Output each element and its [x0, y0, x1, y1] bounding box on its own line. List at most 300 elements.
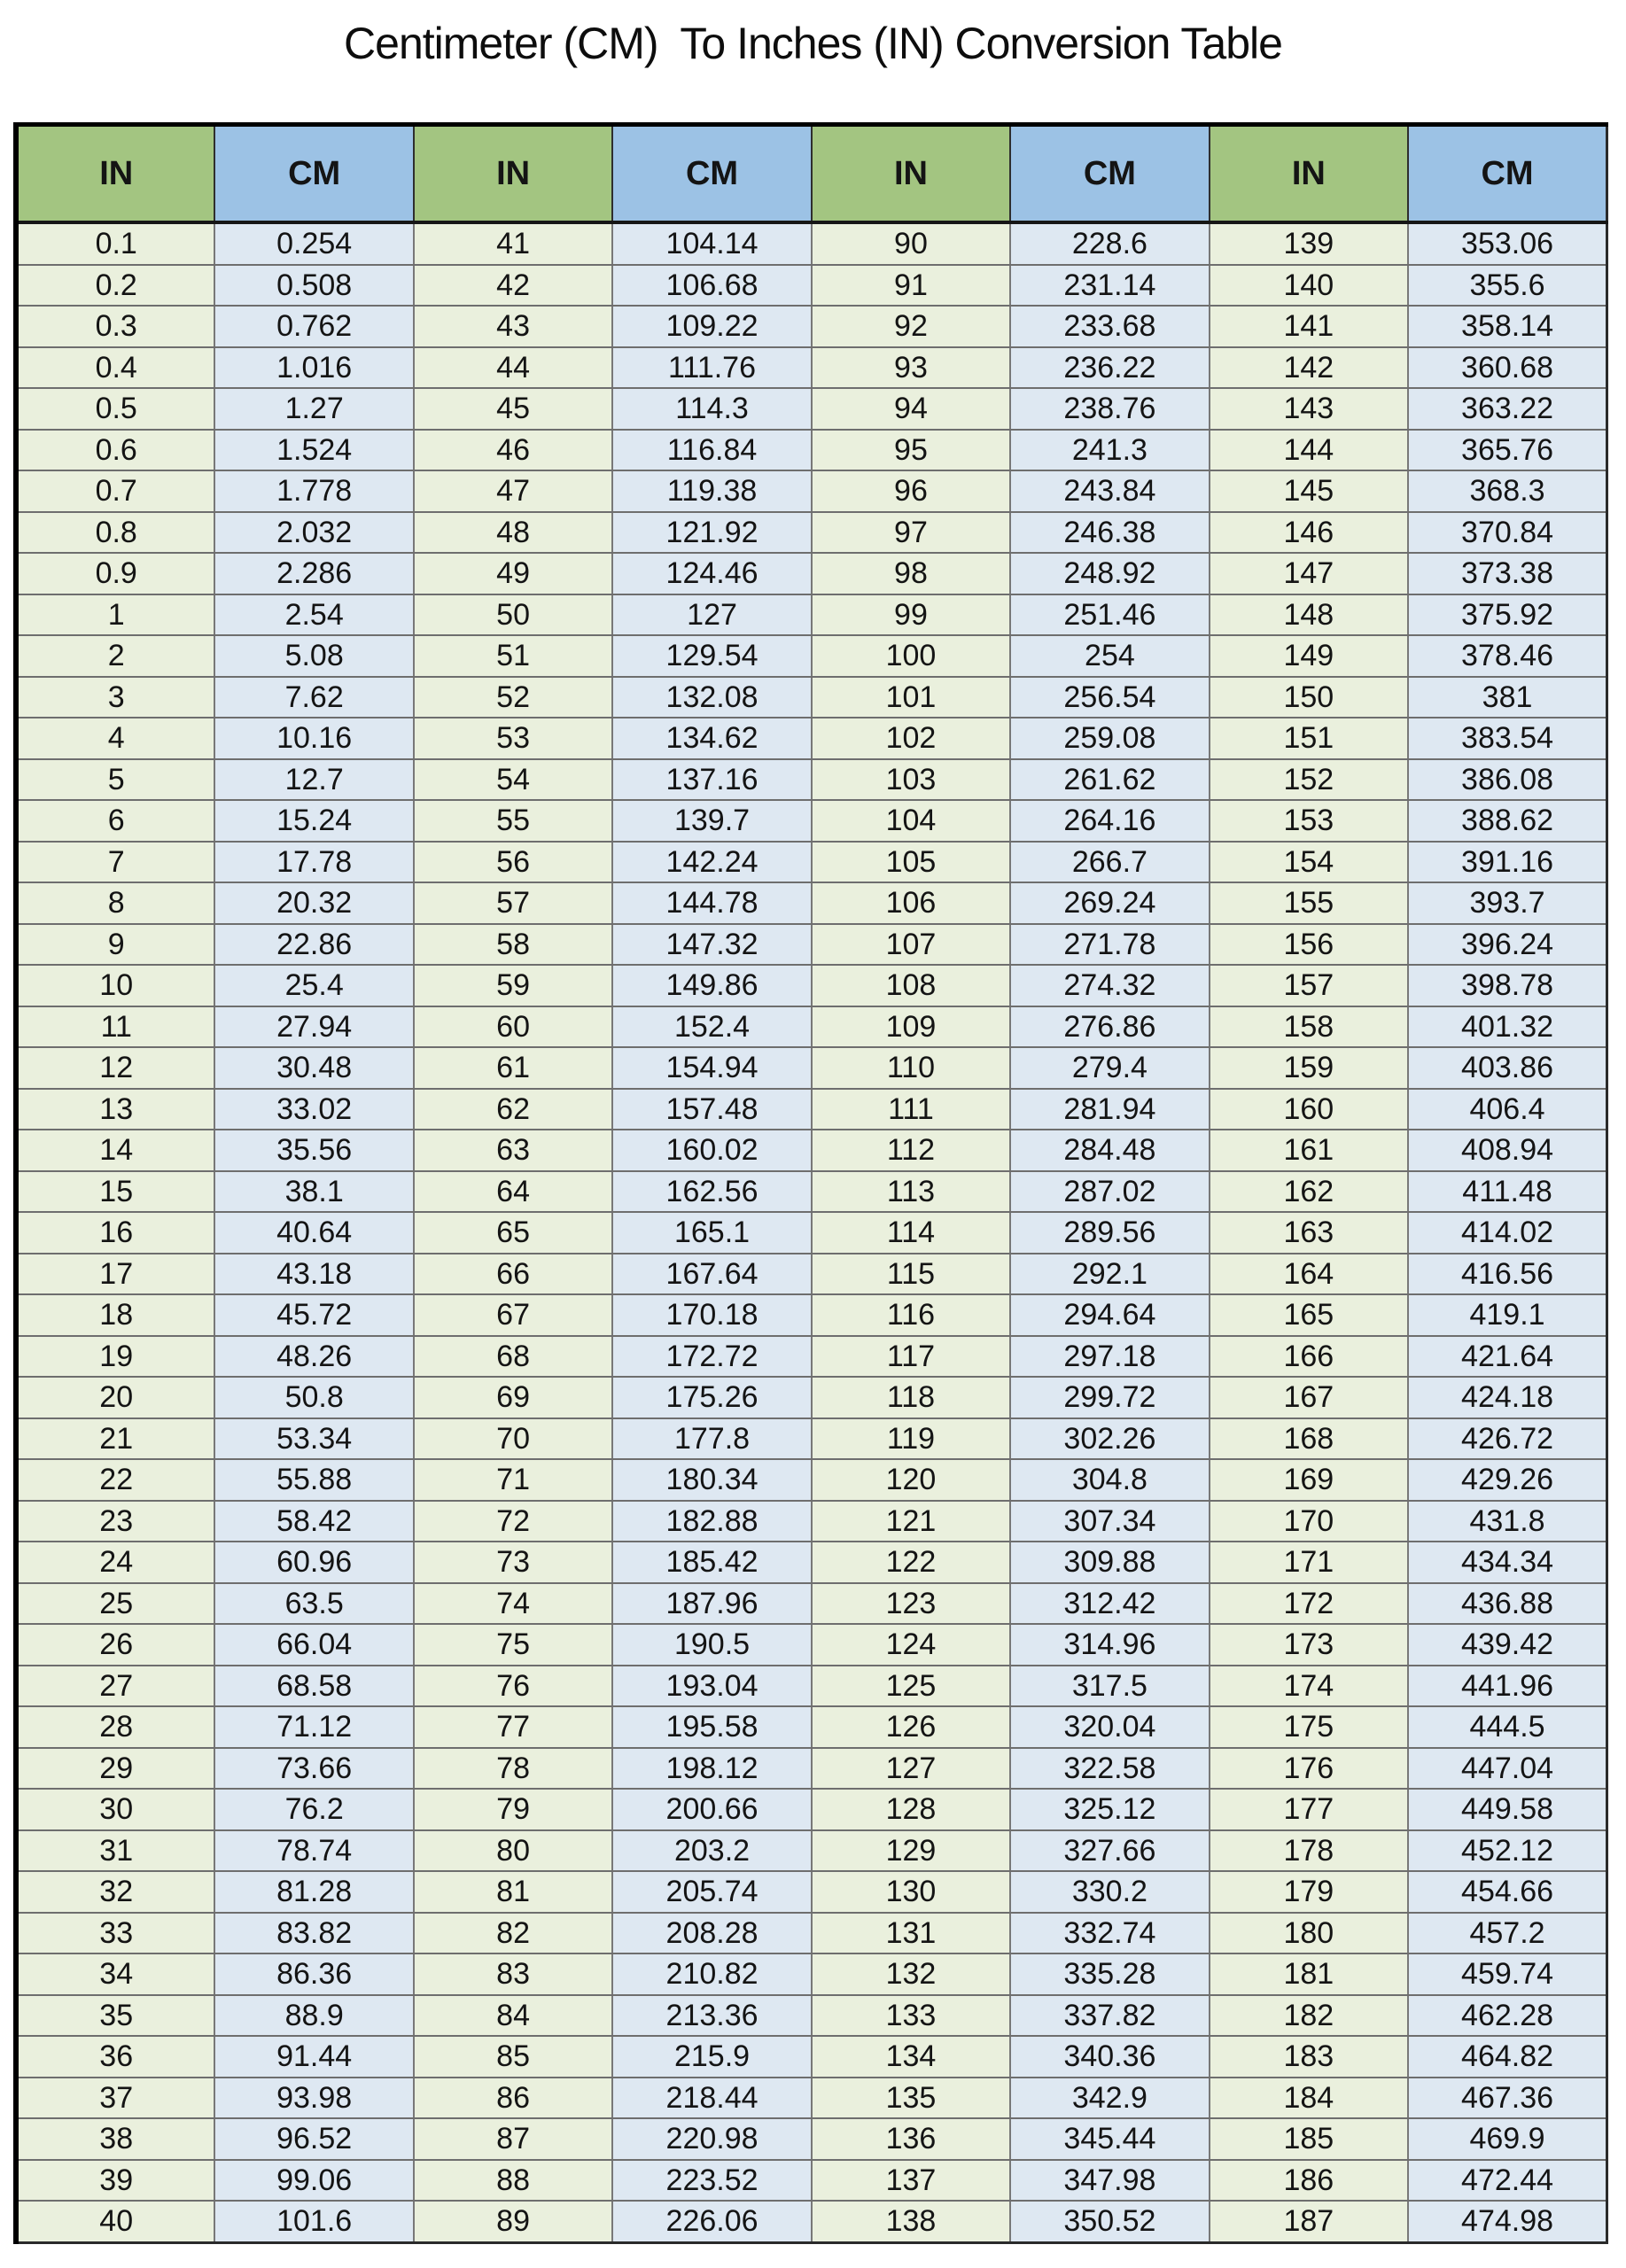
cm-value-cell: 434.34 — [1408, 1542, 1607, 1583]
cm-value-cell: 403.86 — [1408, 1047, 1607, 1089]
in-value-cell: 81 — [414, 1871, 612, 1913]
cm-value-cell: 312.42 — [1010, 1583, 1209, 1625]
in-value-cell: 73 — [414, 1542, 612, 1583]
column-header-in: IN — [16, 125, 214, 223]
in-value-cell: 61 — [414, 1047, 612, 1089]
in-value-cell: 153 — [1210, 800, 1408, 842]
cm-value-cell: 314.96 — [1010, 1624, 1209, 1666]
in-value-cell: 185 — [1210, 2118, 1408, 2160]
cm-value-cell: 127 — [612, 594, 811, 636]
table-row — [16, 1666, 1607, 1707]
table-row — [16, 470, 1607, 512]
in-value-cell: 109 — [812, 1006, 1010, 1048]
in-value-cell: 44 — [414, 347, 612, 389]
in-value-cell: 22 — [16, 1459, 214, 1501]
in-value-cell: 75 — [414, 1624, 612, 1666]
in-value-cell: 152 — [1210, 759, 1408, 801]
in-value-cell: 59 — [414, 965, 612, 1006]
in-value-cell: 149 — [1210, 635, 1408, 677]
in-value-cell: 125 — [812, 1666, 1010, 1707]
in-value-cell: 171 — [1210, 1542, 1408, 1583]
cm-value-cell: 368.3 — [1408, 470, 1607, 512]
in-value-cell: 116 — [812, 1294, 1010, 1336]
cm-value-cell: 469.9 — [1408, 2118, 1607, 2160]
cm-value-cell: 114.3 — [612, 388, 811, 430]
cm-value-cell: 124.46 — [612, 553, 811, 594]
cm-value-cell: 63.5 — [214, 1583, 413, 1625]
cm-value-cell: 187.96 — [612, 1583, 811, 1625]
in-value-cell: 51 — [414, 635, 612, 677]
in-value-cell: 182 — [1210, 1995, 1408, 2037]
in-value-cell: 11 — [16, 1006, 214, 1048]
in-value-cell: 130 — [812, 1871, 1010, 1913]
cm-value-cell: 121.92 — [612, 512, 811, 554]
in-value-cell: 154 — [1210, 842, 1408, 883]
in-value-cell: 23 — [16, 1501, 214, 1542]
table-row — [16, 1583, 1607, 1625]
cm-value-cell: 177.8 — [612, 1418, 811, 1460]
in-value-cell: 2 — [16, 635, 214, 677]
in-value-cell: 135 — [812, 2078, 1010, 2119]
cm-value-cell: 101.6 — [214, 2201, 413, 2242]
table-row — [16, 635, 1607, 677]
in-value-cell: 26 — [16, 1624, 214, 1666]
cm-value-cell: 154.94 — [612, 1047, 811, 1089]
cm-value-cell: 292.1 — [1010, 1254, 1209, 1295]
cm-value-cell: 281.94 — [1010, 1089, 1209, 1130]
cm-value-cell: 360.68 — [1408, 347, 1607, 389]
in-value-cell: 74 — [414, 1583, 612, 1625]
in-value-cell: 84 — [414, 1995, 612, 2037]
cm-value-cell: 134.62 — [612, 718, 811, 759]
table-row — [16, 965, 1607, 1006]
cm-value-cell: 182.88 — [612, 1501, 811, 1542]
in-value-cell: 18 — [16, 1294, 214, 1336]
in-value-cell: 161 — [1210, 1130, 1408, 1171]
in-value-cell: 67 — [414, 1294, 612, 1336]
in-value-cell: 114 — [812, 1212, 1010, 1254]
in-value-cell: 0.6 — [16, 430, 214, 471]
cm-value-cell: 342.9 — [1010, 2078, 1209, 2119]
in-value-cell: 141 — [1210, 306, 1408, 347]
in-value-cell: 155 — [1210, 882, 1408, 924]
in-value-cell: 69 — [414, 1377, 612, 1418]
cm-value-cell: 38.1 — [214, 1171, 413, 1213]
in-value-cell: 57 — [414, 882, 612, 924]
cm-value-cell: 320.04 — [1010, 1706, 1209, 1748]
cm-value-cell: 55.88 — [214, 1459, 413, 1501]
cm-value-cell: 88.9 — [214, 1995, 413, 2037]
in-value-cell: 145 — [1210, 470, 1408, 512]
cm-value-cell: 99.06 — [214, 2160, 413, 2202]
column-header-cm: CM — [612, 125, 811, 223]
cm-value-cell: 467.36 — [1408, 2078, 1607, 2119]
in-value-cell: 41 — [414, 222, 612, 265]
cm-value-cell: 274.32 — [1010, 965, 1209, 1006]
cm-value-cell: 162.56 — [612, 1171, 811, 1213]
in-value-cell: 54 — [414, 759, 612, 801]
cm-value-cell: 2.54 — [214, 594, 413, 636]
in-value-cell: 53 — [414, 718, 612, 759]
cm-value-cell: 167.64 — [612, 1254, 811, 1295]
cm-value-cell: 322.58 — [1010, 1748, 1209, 1790]
in-value-cell: 133 — [812, 1995, 1010, 2037]
in-value-cell: 119 — [812, 1418, 1010, 1460]
cm-value-cell: 353.06 — [1408, 222, 1607, 265]
cm-value-cell: 20.32 — [214, 882, 413, 924]
table-row — [16, 1418, 1607, 1460]
table-row — [16, 594, 1607, 636]
table-row — [16, 1377, 1607, 1418]
cm-value-cell: 205.74 — [612, 1871, 811, 1913]
cm-value-cell: 383.54 — [1408, 718, 1607, 759]
cm-value-cell: 472.44 — [1408, 2160, 1607, 2202]
cm-value-cell: 426.72 — [1408, 1418, 1607, 1460]
cm-value-cell: 441.96 — [1408, 1666, 1607, 1707]
cm-value-cell: 271.78 — [1010, 924, 1209, 966]
cm-value-cell: 78.74 — [214, 1830, 413, 1872]
in-value-cell: 6 — [16, 800, 214, 842]
in-value-cell: 25 — [16, 1583, 214, 1625]
table-header — [16, 125, 1607, 223]
in-value-cell: 62 — [414, 1089, 612, 1130]
cm-value-cell: 325.12 — [1010, 1789, 1209, 1830]
cm-value-cell: 335.28 — [1010, 1953, 1209, 1995]
in-value-cell: 176 — [1210, 1748, 1408, 1790]
cm-value-cell: 297.18 — [1010, 1336, 1209, 1378]
in-value-cell: 120 — [812, 1459, 1010, 1501]
cm-value-cell: 386.08 — [1408, 759, 1607, 801]
in-value-cell: 101 — [812, 677, 1010, 718]
in-value-cell: 136 — [812, 2118, 1010, 2160]
in-value-cell: 139 — [1210, 222, 1408, 265]
in-value-cell: 9 — [16, 924, 214, 966]
cm-value-cell: 454.66 — [1408, 1871, 1607, 1913]
cm-value-cell: 248.92 — [1010, 553, 1209, 594]
in-value-cell: 72 — [414, 1501, 612, 1542]
in-value-cell: 140 — [1210, 265, 1408, 307]
in-value-cell: 159 — [1210, 1047, 1408, 1089]
cm-value-cell: 373.38 — [1408, 553, 1607, 594]
cm-value-cell: 304.8 — [1010, 1459, 1209, 1501]
in-value-cell: 106 — [812, 882, 1010, 924]
in-value-cell: 129 — [812, 1830, 1010, 1872]
in-value-cell: 118 — [812, 1377, 1010, 1418]
page-title: Centimeter (CM) To Inches (IN) Conversion Table — [344, 19, 1282, 68]
in-value-cell: 79 — [414, 1789, 612, 1830]
in-value-cell: 68 — [414, 1336, 612, 1378]
cm-value-cell: 83.82 — [214, 1913, 413, 1954]
cm-value-cell: 419.1 — [1408, 1294, 1607, 1336]
cm-value-cell: 431.8 — [1408, 1501, 1607, 1542]
table-row — [16, 1953, 1607, 1995]
cm-value-cell: 48.26 — [214, 1336, 413, 1378]
cm-value-cell: 317.5 — [1010, 1666, 1209, 1707]
cm-value-cell: 363.22 — [1408, 388, 1607, 430]
cm-value-cell: 142.24 — [612, 842, 811, 883]
in-value-cell: 107 — [812, 924, 1010, 966]
in-value-cell: 24 — [16, 1542, 214, 1583]
cm-value-cell: 58.42 — [214, 1501, 413, 1542]
cm-value-cell: 375.92 — [1408, 594, 1607, 636]
in-value-cell: 126 — [812, 1706, 1010, 1748]
in-value-cell: 3 — [16, 677, 214, 718]
cm-value-cell: 474.98 — [1408, 2201, 1607, 2242]
cm-value-cell: 1.524 — [214, 430, 413, 471]
in-value-cell: 21 — [16, 1418, 214, 1460]
in-value-cell: 124 — [812, 1624, 1010, 1666]
cm-value-cell: 109.22 — [612, 306, 811, 347]
in-value-cell: 123 — [812, 1583, 1010, 1625]
in-value-cell: 175 — [1210, 1706, 1408, 1748]
cm-value-cell: 358.14 — [1408, 306, 1607, 347]
cm-value-cell: 71.12 — [214, 1706, 413, 1748]
cm-value-cell: 220.98 — [612, 2118, 811, 2160]
in-value-cell: 78 — [414, 1748, 612, 1790]
in-value-cell: 27 — [16, 1666, 214, 1707]
cm-value-cell: 213.36 — [612, 1995, 811, 2037]
in-value-cell: 137 — [812, 2160, 1010, 2202]
cm-value-cell: 180.34 — [612, 1459, 811, 1501]
table-row — [16, 265, 1607, 307]
table-row — [16, 1047, 1607, 1089]
cm-value-cell: 50.8 — [214, 1377, 413, 1418]
table-row — [16, 1748, 1607, 1790]
in-value-cell: 157 — [1210, 965, 1408, 1006]
in-value-cell: 98 — [812, 553, 1010, 594]
in-value-cell: 156 — [1210, 924, 1408, 966]
in-value-cell: 172 — [1210, 1583, 1408, 1625]
cm-value-cell: 266.7 — [1010, 842, 1209, 883]
cm-to-inches-conversion-table — [13, 122, 1608, 2244]
in-value-cell: 35 — [16, 1995, 214, 2037]
table-row — [16, 512, 1607, 554]
cm-value-cell: 350.52 — [1010, 2201, 1209, 2242]
cm-value-cell: 259.08 — [1010, 718, 1209, 759]
table-row — [16, 222, 1607, 265]
cm-value-cell: 294.64 — [1010, 1294, 1209, 1336]
cm-value-cell: 40.64 — [214, 1212, 413, 1254]
cm-value-cell: 401.32 — [1408, 1006, 1607, 1048]
cm-value-cell: 215.9 — [612, 2036, 811, 2078]
cm-value-cell: 33.02 — [214, 1089, 413, 1130]
in-value-cell: 30 — [16, 1789, 214, 1830]
table-row — [16, 1995, 1607, 2037]
in-value-cell: 77 — [414, 1706, 612, 1748]
in-value-cell: 7 — [16, 842, 214, 883]
cm-value-cell: 340.36 — [1010, 2036, 1209, 2078]
table-row — [16, 2160, 1607, 2202]
in-value-cell: 91 — [812, 265, 1010, 307]
in-value-cell: 55 — [414, 800, 612, 842]
in-value-cell: 103 — [812, 759, 1010, 801]
table-row — [16, 1913, 1607, 1954]
in-value-cell: 168 — [1210, 1418, 1408, 1460]
cm-value-cell: 116.84 — [612, 430, 811, 471]
in-value-cell: 38 — [16, 2118, 214, 2160]
table-row — [16, 1254, 1607, 1295]
cm-value-cell: 223.52 — [612, 2160, 811, 2202]
in-value-cell: 0.2 — [16, 265, 214, 307]
in-value-cell: 19 — [16, 1336, 214, 1378]
cm-value-cell: 355.6 — [1408, 265, 1607, 307]
cm-value-cell: 464.82 — [1408, 2036, 1607, 2078]
cm-value-cell: 200.66 — [612, 1789, 811, 1830]
cm-value-cell: 345.44 — [1010, 2118, 1209, 2160]
in-value-cell: 56 — [414, 842, 612, 883]
table-row — [16, 388, 1607, 430]
cm-value-cell: 416.56 — [1408, 1254, 1607, 1295]
in-value-cell: 150 — [1210, 677, 1408, 718]
cm-value-cell: 330.2 — [1010, 1871, 1209, 1913]
header-row — [16, 125, 1607, 223]
in-value-cell: 31 — [16, 1830, 214, 1872]
cm-value-cell: 2.032 — [214, 512, 413, 554]
cm-value-cell: 459.74 — [1408, 1953, 1607, 1995]
cm-value-cell: 226.06 — [612, 2201, 811, 2242]
in-value-cell: 46 — [414, 430, 612, 471]
table-row — [16, 1624, 1607, 1666]
in-value-cell: 45 — [414, 388, 612, 430]
cm-value-cell: 396.24 — [1408, 924, 1607, 966]
cm-value-cell: 309.88 — [1010, 1542, 1209, 1583]
in-value-cell: 167 — [1210, 1377, 1408, 1418]
in-value-cell: 122 — [812, 1542, 1010, 1583]
table-row — [16, 800, 1607, 842]
column-header-cm: CM — [1408, 125, 1607, 223]
cm-value-cell: 228.6 — [1010, 222, 1209, 265]
in-value-cell: 17 — [16, 1254, 214, 1295]
cm-value-cell: 299.72 — [1010, 1377, 1209, 1418]
cm-value-cell: 218.44 — [612, 2078, 811, 2119]
in-value-cell: 52 — [414, 677, 612, 718]
table-row — [16, 882, 1607, 924]
in-value-cell: 13 — [16, 1089, 214, 1130]
cm-value-cell: 160.02 — [612, 1130, 811, 1171]
in-value-cell: 184 — [1210, 2078, 1408, 2119]
in-value-cell: 178 — [1210, 1830, 1408, 1872]
in-value-cell: 163 — [1210, 1212, 1408, 1254]
cm-value-cell: 203.2 — [612, 1830, 811, 1872]
in-value-cell: 99 — [812, 594, 1010, 636]
in-value-cell: 66 — [414, 1254, 612, 1295]
cm-value-cell: 91.44 — [214, 2036, 413, 2078]
in-value-cell: 71 — [414, 1459, 612, 1501]
in-value-cell: 131 — [812, 1913, 1010, 1954]
cm-value-cell: 147.32 — [612, 924, 811, 966]
cm-value-cell: 256.54 — [1010, 677, 1209, 718]
cm-value-cell: 398.78 — [1408, 965, 1607, 1006]
cm-value-cell: 157.48 — [612, 1089, 811, 1130]
cm-value-cell: 149.86 — [612, 965, 811, 1006]
in-value-cell: 32 — [16, 1871, 214, 1913]
table-row — [16, 553, 1607, 594]
table-row — [16, 1542, 1607, 1583]
in-value-cell: 92 — [812, 306, 1010, 347]
cm-value-cell: 35.56 — [214, 1130, 413, 1171]
in-value-cell: 20 — [16, 1377, 214, 1418]
cm-value-cell: 233.68 — [1010, 306, 1209, 347]
cm-value-cell: 429.26 — [1408, 1459, 1607, 1501]
in-value-cell: 162 — [1210, 1171, 1408, 1213]
in-value-cell: 115 — [812, 1254, 1010, 1295]
in-value-cell: 86 — [414, 2078, 612, 2119]
cm-value-cell: 96.52 — [214, 2118, 413, 2160]
table-row — [16, 1006, 1607, 1048]
in-value-cell: 166 — [1210, 1336, 1408, 1378]
cm-value-cell: 132.08 — [612, 677, 811, 718]
in-value-cell: 102 — [812, 718, 1010, 759]
cm-value-cell: 421.64 — [1408, 1336, 1607, 1378]
in-value-cell: 95 — [812, 430, 1010, 471]
cm-value-cell: 210.82 — [612, 1953, 811, 1995]
table-row — [16, 2118, 1607, 2160]
column-header-cm: CM — [1010, 125, 1209, 223]
cm-value-cell: 439.42 — [1408, 1624, 1607, 1666]
in-value-cell: 42 — [414, 265, 612, 307]
cm-value-cell: 15.24 — [214, 800, 413, 842]
cm-value-cell: 447.04 — [1408, 1748, 1607, 1790]
in-value-cell: 37 — [16, 2078, 214, 2119]
in-value-cell: 63 — [414, 1130, 612, 1171]
cm-value-cell: 165.1 — [612, 1212, 811, 1254]
in-value-cell: 34 — [16, 1953, 214, 1995]
in-value-cell: 90 — [812, 222, 1010, 265]
table-row — [16, 1459, 1607, 1501]
table-row — [16, 1830, 1607, 1872]
in-value-cell: 39 — [16, 2160, 214, 2202]
cm-value-cell: 137.16 — [612, 759, 811, 801]
cm-value-cell: 17.78 — [214, 842, 413, 883]
cm-value-cell: 462.28 — [1408, 1995, 1607, 2037]
table-row — [16, 2036, 1607, 2078]
in-value-cell: 0.9 — [16, 553, 214, 594]
cm-value-cell: 370.84 — [1408, 512, 1607, 554]
in-value-cell: 108 — [812, 965, 1010, 1006]
cm-value-cell: 327.66 — [1010, 1830, 1209, 1872]
in-value-cell: 40 — [16, 2201, 214, 2242]
cm-value-cell: 452.12 — [1408, 1830, 1607, 1872]
cm-value-cell: 337.82 — [1010, 1995, 1209, 2037]
in-value-cell: 43 — [414, 306, 612, 347]
table-row — [16, 1789, 1607, 1830]
in-value-cell: 50 — [414, 594, 612, 636]
cm-value-cell: 60.96 — [214, 1542, 413, 1583]
in-value-cell: 87 — [414, 2118, 612, 2160]
in-value-cell: 104 — [812, 800, 1010, 842]
cm-value-cell: 111.76 — [612, 347, 811, 389]
cm-value-cell: 406.4 — [1408, 1089, 1607, 1130]
table-body — [16, 222, 1607, 2242]
table-row — [16, 430, 1607, 471]
cm-value-cell: 276.86 — [1010, 1006, 1209, 1048]
cm-value-cell: 25.4 — [214, 965, 413, 1006]
cm-value-cell: 251.46 — [1010, 594, 1209, 636]
cm-value-cell: 238.76 — [1010, 388, 1209, 430]
in-value-cell: 33 — [16, 1913, 214, 1954]
in-value-cell: 142 — [1210, 347, 1408, 389]
cm-value-cell: 436.88 — [1408, 1583, 1607, 1625]
column-header-in: IN — [812, 125, 1010, 223]
cm-value-cell: 302.26 — [1010, 1418, 1209, 1460]
in-value-cell: 4 — [16, 718, 214, 759]
in-value-cell: 146 — [1210, 512, 1408, 554]
cm-value-cell: 393.7 — [1408, 882, 1607, 924]
cm-value-cell: 5.08 — [214, 635, 413, 677]
in-value-cell: 110 — [812, 1047, 1010, 1089]
cm-value-cell: 43.18 — [214, 1254, 413, 1295]
column-header-in: IN — [414, 125, 612, 223]
